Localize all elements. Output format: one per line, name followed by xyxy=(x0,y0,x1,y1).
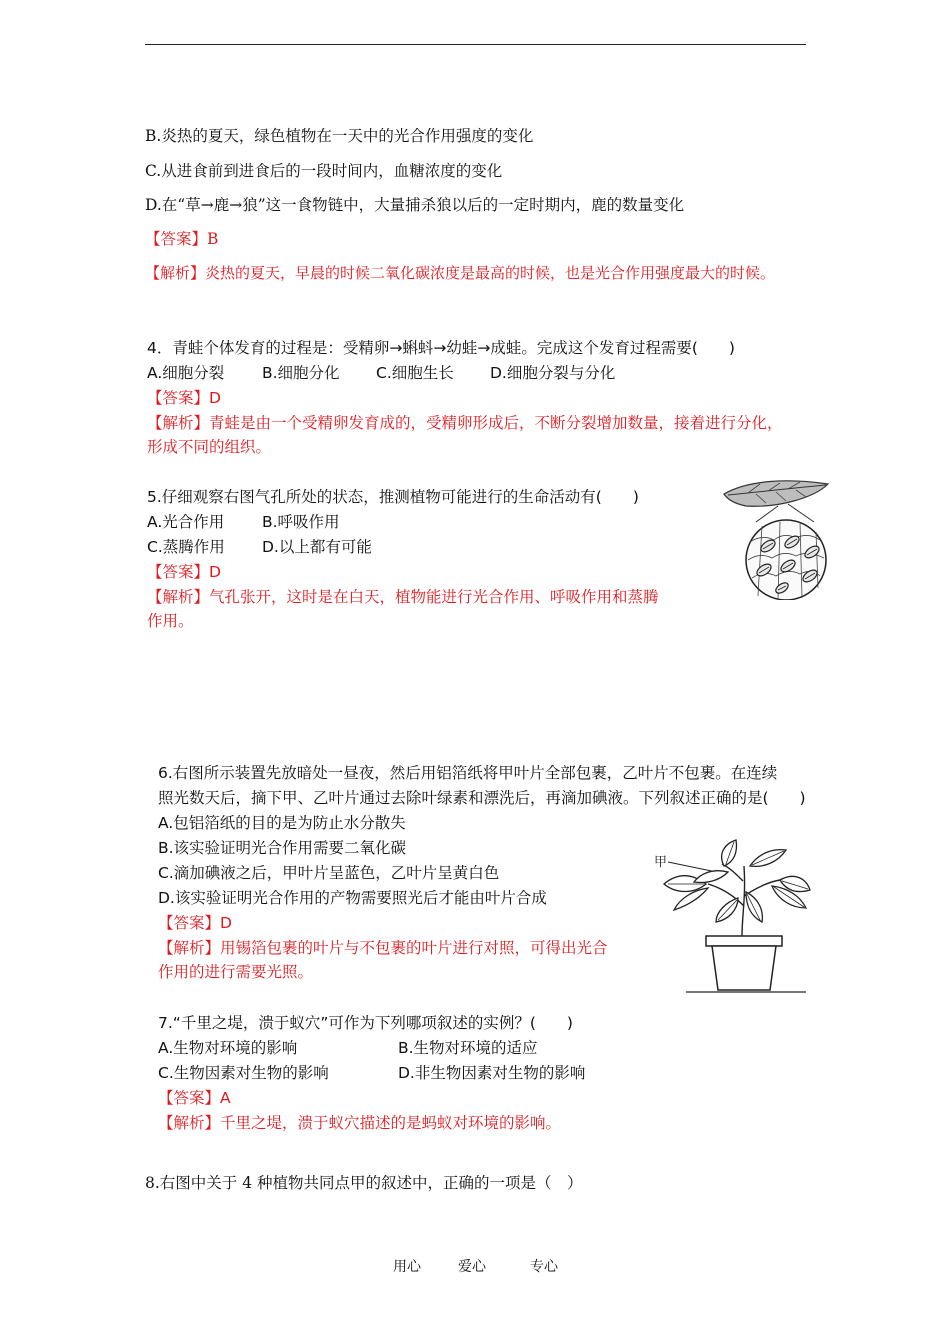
q3-option-d: D.在“草→鹿→狼”这一食物链中，大量捕杀狼以后的一定时期内，鹿的数量变化 xyxy=(145,196,685,214)
q4-option-b: B.细胞分化 xyxy=(262,364,340,382)
q4-option-a: A.细胞分裂 xyxy=(147,364,225,382)
q7-option-c: C.生物因素对生物的影响 xyxy=(158,1064,329,1082)
q8-stem: 8.右图中关于 4 种植物共同点甲的叙述中，正确的一项是（ ） xyxy=(145,1174,583,1192)
q6-stem-line-2: 照光数天后，摘下甲、乙叶片通过去除叶绿素和漂洗后，再滴加碘液。下列叙述正确的是( ) xyxy=(158,789,806,807)
q7-answer: 【答案】A xyxy=(158,1089,231,1107)
q5-option-d: D.以上都有可能 xyxy=(262,538,372,556)
header-rule xyxy=(145,44,806,45)
q4-stem: 4．青蛙个体发育的过程是：受精卵→蝌蚪→幼蛙→成蛙。完成这个发育过程需要( ) xyxy=(147,339,735,357)
q4-option-c: C.细胞生长 xyxy=(376,364,454,382)
q3-option-c: C.从进食前到进食后的一段时间内，血糖浓度的变化 xyxy=(145,162,503,180)
q6-stem-line-1: 6.右图所示装置先放暗处一昼夜，然后用铝箔纸将甲叶片全部包裹，乙叶片不包裹。在连续 xyxy=(158,764,778,782)
q5-option-c: C.蒸腾作用 xyxy=(147,538,225,556)
footer-item-3: 专心 xyxy=(530,1259,558,1275)
q5-analysis-line-1: 【解析】气孔张开，这时是在白天，植物能进行光合作用、呼吸作用和蒸腾 xyxy=(147,588,659,606)
q4-analysis-line-1: 【解析】青蛙是由一个受精卵发育成的，受精卵形成后，不断分裂增加数量，接着进行分化， xyxy=(147,414,783,432)
q4-option-d: D.细胞分裂与分化 xyxy=(490,364,616,382)
q4-analysis-line-2: 形成不同的组织。 xyxy=(147,438,272,456)
q7-option-a: A.生物对环境的影响 xyxy=(158,1039,298,1057)
q6-analysis-line-2: 作用的进行需要光照。 xyxy=(158,963,314,981)
q6-option-d: D.该实验证明光合作用的产物需要照光后才能由叶片合成 xyxy=(158,889,547,907)
plant-leaves xyxy=(664,840,810,922)
figure-label-jia: 甲 xyxy=(654,855,668,870)
q5-stem: 5.仔细观察右图气孔所处的状态，推测植物可能进行的生命活动有( ) xyxy=(147,488,639,506)
q3-option-b: B.炎热的夏天，绿色植物在一天中的光合作用强度的变化 xyxy=(145,127,534,145)
q7-analysis: 【解析】千里之堤，溃于蚁穴描述的是蚂蚁对环境的影响。 xyxy=(158,1114,562,1132)
q3-analysis: 【解析】炎热的夏天，早晨的时候二氧化碳浓度是最高的时候，也是光合作用强度最大的时候。 xyxy=(145,264,776,282)
q5-analysis-line-2: 作用。 xyxy=(147,612,194,630)
footer-item-1: 用心 xyxy=(393,1259,421,1275)
q7-option-d: D.非生物因素对生物的影响 xyxy=(398,1064,586,1082)
q6-option-b: B.该实验证明光合作用需要二氧化碳 xyxy=(158,839,407,857)
q6-option-a: A.包铝箔纸的目的是为防止水分散失 xyxy=(158,814,406,832)
flower-pot xyxy=(706,936,782,990)
footer-item-2: 爱心 xyxy=(458,1259,486,1275)
q5-option-a: A.光合作用 xyxy=(147,513,225,531)
q5-answer: 【答案】D xyxy=(147,563,221,581)
q6-answer: 【答案】D xyxy=(158,914,232,932)
leaf-stomata-figure xyxy=(718,476,834,600)
q7-option-b: B.生物对环境的适应 xyxy=(398,1039,538,1057)
q4-answer: 【答案】D xyxy=(147,389,221,407)
potted-plant-figure xyxy=(646,836,816,998)
q5-option-b: B.呼吸作用 xyxy=(262,513,340,531)
q3-answer: 【答案】B xyxy=(145,230,219,248)
q6-analysis-line-1: 【解析】用锡箔包裹的叶片与不包裹的叶片进行对照，可得出光合 xyxy=(158,939,608,957)
q7-stem: 7.“千里之堤，溃于蚁穴”可作为下列哪项叙述的实例？( ) xyxy=(158,1014,573,1032)
q6-option-c: C.滴加碘液之后，甲叶片呈蓝色，乙叶片呈黄白色 xyxy=(158,864,500,882)
